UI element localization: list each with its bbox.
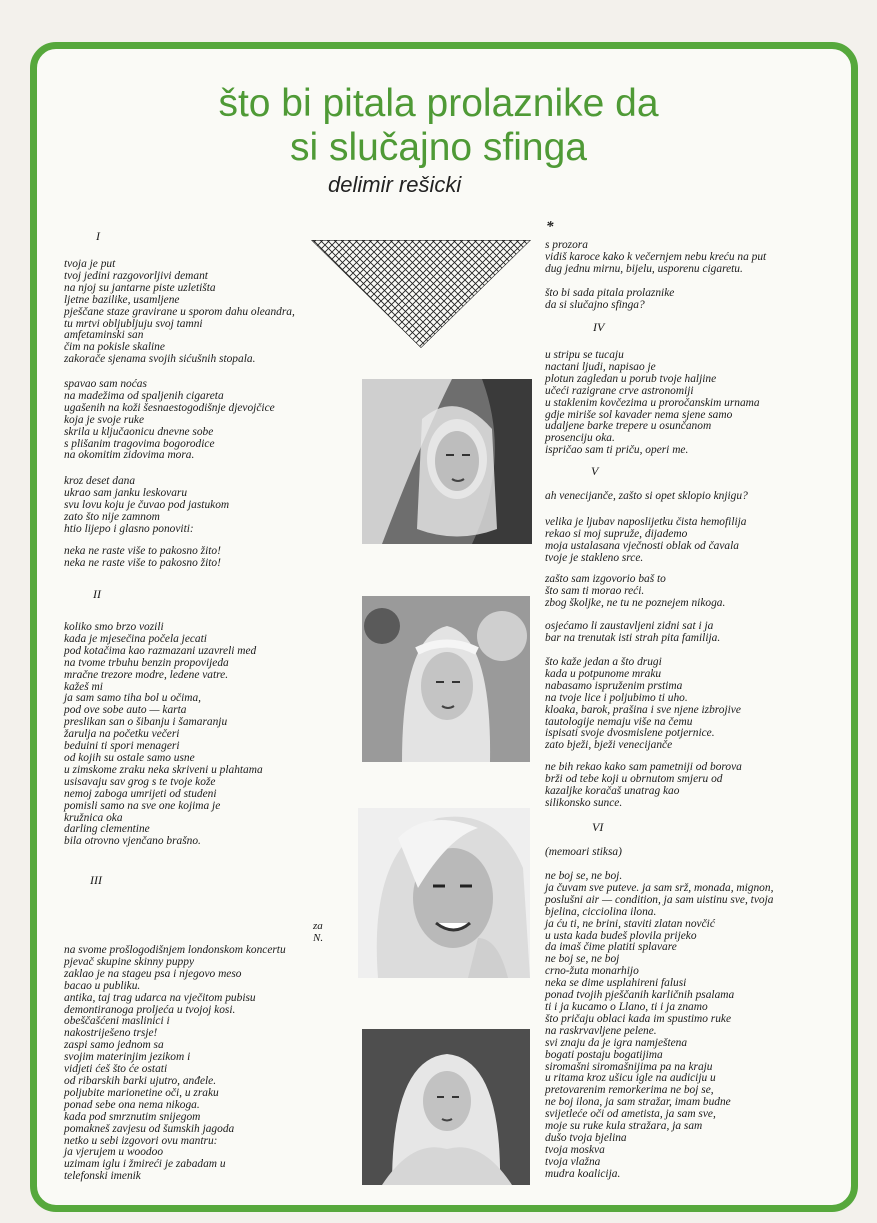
poem-line: od ribarskih barki ujutro, anđele. — [64, 1074, 217, 1087]
poem-line: zaspi samo jednom sa — [64, 1039, 164, 1052]
poem-line: kažeš mi — [64, 680, 103, 693]
poem-line: spavao sam noćas — [64, 378, 147, 390]
poem-line: od kojih su ostale samo usne — [64, 751, 195, 764]
poem-line: kada u potpunome mraku — [545, 667, 662, 680]
poem-line: zato što nije zamnom — [64, 510, 160, 523]
poem-line: što sam ti morao reći. — [545, 584, 645, 597]
poem-line: ispričao sam ti priču, operi me. — [545, 444, 689, 457]
poem-line: nemoj zaboga umrijeti od studeni — [64, 787, 217, 800]
poem-line: svojim materinjim jezikom i — [64, 1051, 191, 1064]
title-line-2: si slučajno sfinga — [290, 126, 587, 169]
poem-line: antika, taj trag udarca na vječitom pubisu — [64, 991, 256, 1004]
poem-line: u staklenim kovčezima u proročanskim urnama — [545, 396, 760, 409]
poem-line: zašto sam izgovorio baš to — [545, 573, 666, 585]
poem-line: na svome prošlogodišnjem londonskom koncertu — [64, 944, 286, 956]
stanza — [545, 240, 766, 276]
poem-line: ja ću ti, ne brini, staviti zlatan novčić — [545, 917, 715, 930]
poem-line: na madežima od spaljenih cigareta — [64, 389, 224, 402]
poem-line: zato bježi, bježi venecijanče — [545, 739, 673, 752]
poem-line: nakostriješeno trsje! — [64, 1027, 158, 1040]
poem-line: s prozora — [545, 239, 588, 251]
stanza — [545, 288, 674, 312]
poem-line: kazaljke koračaš unatrag kao — [545, 784, 680, 797]
poem-line: tautologije nemaju više na čemu — [545, 715, 693, 728]
triangle-grid-ornament — [311, 238, 531, 348]
poem-line: da imaš čime platiti splavare — [545, 941, 677, 954]
poem-line: čim na pokisle skaline — [64, 341, 165, 354]
poem-line: koja je svoje ruke — [64, 413, 145, 426]
poem-line: silikonsko sunce. — [545, 796, 623, 809]
poem-line: na okomitim zidovima mora. — [64, 449, 195, 462]
stanza — [64, 476, 229, 536]
poem-line: pod kotačima kao razmazani uzavreli med — [64, 644, 257, 657]
stanza — [545, 621, 720, 645]
poem-line: tvoj jedini razgovorljivi demant — [64, 269, 208, 282]
dedication: za N. — [313, 920, 324, 944]
poem-line: telefonski imenik — [64, 1170, 141, 1183]
poem-line: poslušni air — condition, ja sam uistinu sve, tvoja — [545, 893, 774, 906]
stanza — [545, 350, 760, 457]
poem-line: ljetne bazilike, usamljene — [64, 293, 180, 306]
poem-line: mudra koalicija. — [545, 1167, 621, 1180]
poem-line: zaklao je na stageu psa i njegovo meso — [64, 967, 242, 980]
poem-line: (memoari stiksa) — [545, 846, 622, 858]
poem-line: gdje miriše sol kavader nema sjene samo — [545, 408, 733, 421]
author-name: delimir rešicki — [328, 172, 462, 197]
poem-line: ja vjerujem u woodoo — [64, 1146, 164, 1159]
poem-line: nactani ljudi, napisao je — [545, 360, 656, 373]
stanza — [545, 517, 747, 565]
stanza — [64, 945, 286, 1183]
poem-line: kloaka, barok, prašina i sve njene izbrojive — [545, 703, 741, 716]
poem-line: dug jednu mirnu, bijelu, usporenu cigaretu. — [545, 262, 743, 275]
stanza — [545, 491, 748, 503]
poem-line: skrila u ključaonicu dnevne sobe — [64, 425, 214, 438]
poem-line: tu mrtvi obljubljuju svoj tamni — [64, 317, 203, 330]
section-numeral-4: IV — [593, 320, 605, 334]
section-numeral-5: V — [591, 464, 599, 478]
poem-line: svi znaju da je igra namještena — [545, 1036, 688, 1049]
poem-line: ispisati svoje dvosmislene potjernice. — [545, 727, 715, 740]
portrait-photo-3 — [358, 808, 530, 978]
poem-line: ugašenih na koži šesnaestogodišnje djevojčice — [64, 401, 275, 414]
poem-line: uzimam iglu i žmireći je zabadam u — [64, 1158, 226, 1171]
poem-line: kada je mjesečina počela jecati — [64, 632, 207, 645]
poem-line: ne boj ilona, ja sam stražar, imam budne — [545, 1096, 731, 1109]
poem-line: zbog školjke, ne tu ne poznejem nikoga. — [545, 596, 726, 609]
poem-line: vidiš karoce kako k večernjem nebu kreću na put — [545, 250, 767, 263]
poem-line: demontiranoga proljeća u tvojoj kosi. — [64, 1003, 236, 1016]
portrait-photo-2 — [362, 596, 530, 762]
poem-line: crno-žuta monarhijo — [545, 965, 639, 978]
poem-line: ja sam samo tiha bol u očima, — [64, 692, 202, 705]
stanza — [545, 657, 741, 752]
poem-line: što kaže jedan a što drugi — [545, 656, 662, 668]
poem-line: u usta kada budeš plovila prijeko — [545, 929, 697, 942]
section-numeral-6: VI — [592, 820, 604, 834]
poem-line: da si slučajno sfinga? — [545, 298, 645, 311]
poem-line: ja čuvam sve puteve. ja sam srž, monada, mignon, — [545, 881, 774, 894]
poem-line: na tvome trbuhu benzin propovijeda — [64, 656, 229, 669]
poem-line: bjelina, cicciolina ilona. — [545, 905, 657, 918]
poem-line: kada pod smrznutim snijegom — [64, 1110, 201, 1123]
poem-line: velika je ljubav naposlijetku čista hemofilija — [545, 516, 747, 528]
poem-line: na njoj su jantarne piste uzletišta — [64, 281, 216, 294]
poem-line: svijetleće oči od ametista, ja sam sve, — [545, 1108, 716, 1121]
poem-line: ponad tvojih pješčanih karličnih psalama — [545, 989, 735, 1002]
stanza — [545, 574, 725, 610]
portrait-photo-1 — [362, 379, 532, 544]
poem-line: darling clementine — [64, 823, 150, 836]
poem-line: moje su ruke kula stražara, ja sam — [545, 1120, 703, 1133]
stanza — [64, 379, 275, 462]
poem-line: vidjeti ćeš što će ostati — [64, 1063, 168, 1076]
poem-line: tvoje je stakleno srce. — [545, 551, 644, 564]
poem-line: neka se dime usplahireni falusi — [545, 977, 687, 990]
stanza — [64, 546, 221, 570]
poem-line: mračne trezore modre, ledene vatre. — [64, 668, 229, 681]
poem-line: ukrao sam janku leskovaru — [64, 486, 188, 499]
poem-title — [0, 82, 877, 170]
poem-line: tvoja je put — [64, 258, 116, 270]
poem-line: u zimskome zraku neka skriveni u plahtama — [64, 763, 263, 776]
poem-line: plotun zagledan u porub tvoje haljine — [545, 372, 717, 385]
stanza — [545, 871, 773, 1181]
poem-line: tvoja vlažna — [545, 1155, 601, 1168]
poem-line: pješčane staze gravirane u sporom dahu oleandra, — [64, 305, 295, 318]
poem-line: bila otrovno vjenčano brašno. — [64, 835, 201, 848]
section-numeral-1: I — [96, 229, 100, 243]
poem-line: ponad sebe ona nema nikoga. — [64, 1098, 200, 1111]
poem-line: što bi sada pitala prolaznike — [545, 287, 675, 299]
stanza — [64, 622, 263, 848]
portrait-photo-4 — [362, 1029, 530, 1185]
poem-line: pretovarenim remorkerima ne boj se, — [545, 1084, 714, 1097]
poem-line: netko u sebi izgovori ovu mantru: — [64, 1134, 218, 1147]
poem-line: ah venecijanče, zašto si opet sklopio knjigu? — [545, 490, 748, 502]
poem-line: nabasamo ispruženim prstima — [545, 679, 683, 692]
poem-line: neka ne raste više to pakosno žito! — [64, 545, 221, 557]
poem-line: dušo tvoja bjelina — [545, 1131, 627, 1144]
stanza — [545, 847, 622, 859]
poem-line: što pričaju oblaci kada im spustimo ruke — [545, 1012, 732, 1025]
poem-line: ne boj se, ne boj. — [545, 870, 623, 882]
poem-line: svu lovu koju je čuvao pod jastukom — [64, 498, 230, 511]
stanza — [545, 762, 742, 810]
poem-line: preslikan san o šibanju i šamaranju — [64, 716, 228, 729]
poem-line: učeći razigrane crve astronomiji — [545, 384, 694, 397]
poem-line: ti i ja kucamo o Llano, ti i ja znamo — [545, 1000, 708, 1013]
title-line-1: što bi pitala prolaznike da — [218, 82, 659, 125]
poem-line: u ritama kroz ušicu igle na audiciju u — [545, 1072, 716, 1085]
poem-line: na raskrvavljene pelene. — [545, 1024, 657, 1037]
poem-line: bacao u publiku. — [64, 979, 141, 992]
poem-line: kroz deset dana — [64, 475, 136, 487]
poem-line: udaljene barke trepere u osunčanom — [545, 420, 712, 433]
poem-line: kružnica oka — [64, 811, 123, 824]
poem-line: obeščašćeni maslinici i — [64, 1015, 170, 1028]
poem-line: zakorače sjenama svojih sićušnih stopala. — [64, 353, 256, 366]
poem-line: bogati postaju bogatijima — [545, 1048, 663, 1061]
poem-line: beduini ti spori menageri — [64, 740, 180, 753]
poem-line: poljubite marionetine oči, u zraku — [64, 1086, 219, 1099]
poem-line: prosenciju oka. — [545, 432, 615, 445]
poem-line: brži od tebe koji u obrnutom smjeru od — [545, 772, 723, 785]
stanza — [64, 259, 295, 366]
poem-line: rekao si moj supruže, dijademo — [545, 527, 688, 540]
poem-line: pomisli samo na sve one kojima je — [64, 799, 221, 812]
poem-line: na tvoje lice i poljubimo ti uho. — [545, 691, 688, 704]
poem-line: bar na trenutak isti strah pita familija. — [545, 631, 721, 644]
poem-line: u stripu se tucaju — [545, 349, 624, 361]
poem-line: pomakneš zavjesu od šumskih jagoda — [64, 1122, 235, 1135]
poem-line: osjećamo li zaustavljeni zidni sat i ja — [545, 620, 714, 632]
poem-line: pod ove sobe auto — karta — [64, 704, 187, 717]
poem-line: tvoja moskva — [545, 1143, 605, 1156]
poem-line: ne boj se, ne boj — [545, 953, 620, 966]
poem-line: žarulja na početku večeri — [64, 728, 180, 741]
poem-line: siromašni siromašnijima pa na kraju — [545, 1060, 713, 1073]
poem-line: koliko smo brzo vozili — [64, 621, 164, 633]
poem-line: ne bih rekao kako sam pametniji od borova — [545, 761, 742, 773]
poem-line: pjevač skupine skinny puppy — [64, 955, 194, 968]
poem-line: s plišanim tragovima bogorodice — [64, 437, 215, 450]
poem-line: amfetaminski san — [64, 329, 144, 342]
star-mark: * — [546, 219, 554, 235]
section-numeral-2: II — [93, 587, 101, 601]
poem-line: usisavaju sav grog s te tvoje kože — [64, 775, 216, 788]
poem-line: neka ne raste više to pakosno žito! — [64, 556, 221, 569]
section-numeral-3: III — [90, 873, 102, 887]
poem-line: htio lijepo i glasno ponoviti: — [64, 522, 194, 535]
poem-line: moja ustalasana vječnosti oblak od čavala — [545, 539, 739, 552]
